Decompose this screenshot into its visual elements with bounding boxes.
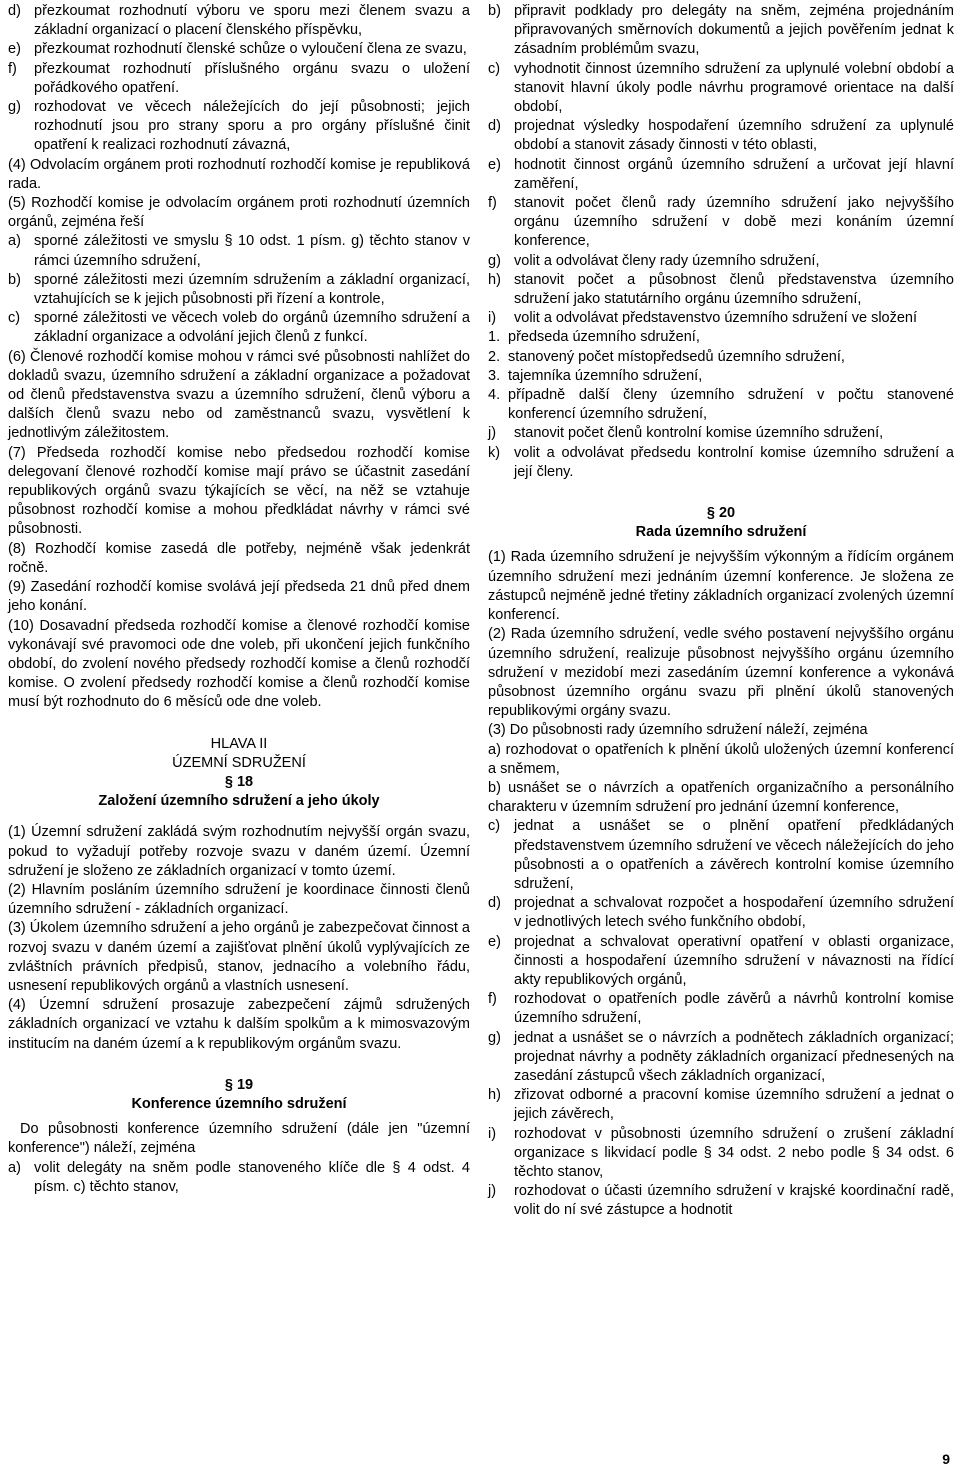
item-text: rozhodovat o účasti územního sdružení v krajské koordinační radě, volit do ní své zástupce a hodnotit — [514, 1183, 954, 1219]
list-b4 — [488, 2, 954, 328]
item-text: projednat a schvalovat rozpočet a hospodaření územního sdružení v jednotlivých letech svého funkčního období, — [514, 895, 954, 931]
item-label: e) — [8, 41, 21, 58]
paragraph-6: (6) Členové rozhodčí komise mohou v rámci své působnosti nahlížet do dokladů svazu, územního sdružení a základní organizace a požadovat od členů představenstva svazu a územního sdružení, členů výboru a dalších členů svazu nebo od zaměstnanců svazu, vysvětlení k jednotlivým záležitostem. — [8, 348, 470, 442]
item-label: j) — [488, 425, 497, 442]
item-text: hodnotit činnost orgánů územního sdružení a určovat její hlavní zaměření, — [514, 156, 954, 192]
item-label: h) — [488, 1087, 501, 1104]
section-18-number: § 18 — [224, 773, 254, 790]
item-label: g) — [488, 252, 501, 269]
s19-intro: Do působnosti konference územního sdružení (dále jen "územní konference") náleží, zejména — [8, 1121, 470, 1157]
list-item — [488, 328, 954, 347]
paragraph-10: (10) Dosavadní předseda rozhodčí komise a členové rozhodčí komise vykonávají své pravomoci ode dne voleb, při ukončení jejich funkčního období, do zvolení nového předsedy rozhodčí komise a členů rozhodčí komise. O zvolení předsedy rozhodčí komise a členů rozhodčí komise musí být rozhodnuto do 6 měsíců ode dne voleb. — [8, 617, 470, 711]
item-label: g) — [488, 1029, 501, 1046]
item-label: 2. — [488, 348, 501, 365]
paragraph-5: (5) Rozhodčí komise je odvolacím orgánem proti rozhodnutí územních orgánů, zejména řeší — [8, 195, 470, 231]
section-19-title: Konference územního sdružení — [131, 1095, 347, 1112]
list-item — [8, 60, 470, 98]
item-label: f) — [488, 991, 497, 1008]
list-item — [488, 933, 954, 991]
list-item — [488, 252, 954, 271]
paragraph-9: (9) Zasedání rozhodčí komise svolává její předseda 21 dnů před dnem jeho konání. — [8, 579, 470, 615]
s20-point-b: b) usnášet se o návrzích a opatřeních organizačního a personálního charakteru v územním sdružení pro jednání územní konference, — [488, 779, 954, 816]
list-item — [8, 2, 470, 40]
list-item — [8, 98, 470, 156]
numbered-list — [488, 328, 954, 424]
list-b3 — [8, 1159, 470, 1197]
item-label: b) — [8, 271, 21, 288]
item-label: c) — [488, 818, 501, 835]
item-label: 4. — [488, 387, 501, 404]
s20-paragraph-3: (3) Do působnosti rady územního sdružení náleží, zejména — [488, 722, 868, 739]
item-text: stanovit počet členů kontrolní komise územního sdružení, — [514, 425, 884, 442]
s18-paragraph-2: (2) Hlavním posláním územního sdružení je koordinace činnosti členů územního sdružení - základních organizací. — [8, 881, 470, 918]
item-label: b) — [488, 3, 501, 19]
s20-point-a: a) rozhodovat o opatřeních k plnění úkolů uložených územní konferencí a sněmem, — [488, 741, 954, 777]
list-item — [488, 60, 954, 118]
item-text: zřizovat odborné a pracovní komise územního sdružení a jednat o jejich závěrech, — [514, 1087, 954, 1123]
list-b6 — [488, 817, 954, 1220]
right-column — [488, 2, 954, 1221]
paragraph-7: (7) Předseda rozhodčí komise nebo předsedou rozhodčí komise delegovaní členové rozhodčí komise mají právo se účastnit zasedání republikových orgánů svazu týkajících se věcí, na něž se vztahuje působnost rozhodčí komise a mohou předkládat návrhy v rámci své působnosti. — [8, 444, 470, 538]
section-20-title: Rada územního sdružení — [635, 524, 807, 541]
item-label: h) — [488, 271, 501, 288]
item-text: volit a odvolávat členy rady územního sdružení, — [514, 252, 820, 269]
chapter-title: ÚZEMNÍ SDRUŽENÍ — [172, 754, 306, 771]
item-label: f) — [8, 60, 17, 77]
item-text: stanovený počet místopředsedů územního sdružení, — [508, 348, 845, 365]
list-item — [8, 232, 470, 270]
item-text: přezkoumat rozhodnutí příslušného orgánu svazu o uložení pořádkového opatření. — [34, 60, 470, 96]
list-item — [488, 386, 954, 424]
item-text: volit a odvolávat představenstvo územního sdružení ve složení — [514, 310, 918, 327]
list-item — [488, 117, 954, 155]
item-text: předseda územního sdružení, — [508, 329, 700, 346]
item-label: g) — [8, 99, 21, 116]
item-text: rozhodovat ve věcech náležejících do její působnosti; jejich rozhodnutí jsou pro strany sporu a pro orgány příslušné činit opatření k realizaci rozhodnutí závazná, — [34, 99, 470, 154]
item-label: a) — [8, 233, 21, 250]
list-item — [488, 817, 954, 894]
item-text: stanovit počet a působnost členů představenstva územního sdružení jako statutárního orgánu územního sdružení, — [514, 271, 954, 308]
list-item — [8, 40, 470, 59]
item-label: d) — [488, 895, 501, 912]
list-item — [488, 1182, 954, 1220]
item-label: e) — [488, 933, 501, 950]
paragraph-4: (4) Odvolacím orgánem proti rozhodnutí rozhodčí komise je republiková rada. — [8, 156, 470, 192]
item-text: sporné záležitosti mezi územním sdružením a základní organizací, vztahujících se k jejich působnosti při řízení a kontrole, — [34, 271, 470, 308]
item-label: c) — [488, 60, 501, 77]
s18-paragraph-4: (4) Územní sdružení prosazuje zabezpečení zájmů sdružených základních organizací ve vztahu k dalším spolkům a k mimosvazovým institucím na daném území a k republikovým orgánům svazu. — [8, 997, 470, 1052]
list-item — [488, 424, 954, 443]
item-label: i) — [488, 310, 497, 327]
left-column — [8, 2, 470, 1197]
list-item — [488, 194, 954, 252]
section-18-title: Založení územního sdružení a jeho úkoly — [98, 793, 380, 810]
list-item — [488, 894, 954, 932]
item-text: sporné záležitosti ve smyslu § 10 odst. 1 písm. g) těchto stanov v rámci územního sdružení, — [34, 233, 470, 269]
list-item — [488, 1086, 954, 1124]
list-item — [8, 271, 470, 309]
item-label: d) — [8, 3, 21, 19]
chapter-heading: HLAVA II — [210, 735, 268, 752]
s18-paragraph-3: (3) Úkolem územního sdružení a jeho orgánů je zabezpečovat činnost a rozvoj svazu v daném území a zajišťovat plnění úkolů vyplývajících ze zvláštních právních předpisů, stanov, jednacího a volebního řádu, usnesení republikových orgánů a vlastních usnesení. — [8, 920, 470, 994]
list-item — [488, 367, 954, 386]
item-label: c) — [8, 310, 21, 327]
s20-paragraph-2: (2) Rada územního sdružení, vedle svého postavení nejvyššího orgánu územního sdružení, realizuje působnost nejvyššího orgánu územního sdružení v mezidobí mezi zasedáním územní konference a vykonává působnost územního orgánu svazu při plnění úkolů stanovených republikovými orgány svazu. — [488, 626, 954, 720]
item-label: 3. — [488, 367, 501, 384]
item-label: d) — [488, 118, 501, 135]
list-item — [8, 1159, 470, 1197]
item-text: přezkoumat rozhodnutí výboru ve sporu mezi členem svazu a základní organizací o placení členského příspěvku, — [34, 3, 470, 39]
s20-paragraph-1: (1) Rada územního sdružení je nejvyšším výkonným a řídícím orgánem územního sdružení mezi jednáním územní konference. Je složena ze zástupců nejméně jedné třetiny základních organizací zvolených územní konferencí. — [488, 549, 954, 624]
item-text: jednat a usnášet se o plnění opatření předkládaných představenstvem územního sdružení ve věcech náležejících do jeho působnosti a o opatřeních a závěrech kontrolní komise územního sdružení, — [514, 818, 954, 892]
list-item — [488, 156, 954, 194]
item-text: stanovit počet členů rady územního sdružení jako nejvyššího orgánu územního sdružení v době mezi konáním územní konference, — [514, 195, 954, 250]
item-text: rozhodovat o opatřeních podle závěrů a návrhů kontrolní komise územního sdružení, — [514, 991, 954, 1027]
s18-paragraph-1: (1) Územní sdružení zakládá svým rozhodnutím nejvyšší orgán svazu, pokud to vyžadují potřeby rozvoje svazu v daném území. Územní sdružení je složeno ze základních organizací v tomto území. — [8, 824, 470, 879]
list-item — [488, 348, 954, 367]
page-number: 9 — [942, 1450, 950, 1467]
item-text: jednat a usnášet se o návrzích a podnětech základních organizací; projednat návrhy a podněty základních organizací přednesených na zasedání zástupců všech základních organizací, — [514, 1029, 954, 1084]
item-text: projednat výsledky hospodaření územního sdružení za uplynulé období a stanovit zásady činnosti v této oblasti, — [514, 118, 954, 154]
item-text: případně další členy územního sdružení v počtu stanovené konferencí územního sdružení, — [508, 387, 954, 423]
list-item — [488, 2, 954, 60]
item-label: j) — [488, 1183, 497, 1200]
list-item — [488, 990, 954, 1028]
item-text: volit delegáty na sněm podle stanoveného klíče dle § 4 odst. 4 písm. c) těchto stanov, — [34, 1159, 470, 1195]
list-item — [488, 1029, 954, 1087]
list-item — [488, 309, 954, 328]
list-b2 — [8, 232, 470, 347]
item-text: volit a odvolávat předsedu kontrolní komise územního sdružení a její členy. — [514, 444, 954, 480]
item-text: sporné záležitosti ve věcech voleb do orgánů územního sdružení a základní organizace a odvolání jejich členů z funkcí. — [34, 310, 470, 346]
item-text: projednat a schvalovat operativní opatření v oblasti organizace, činnosti a hospodaření územního sdružení v návaznosti na řídící akty republikových orgánů, — [514, 933, 954, 988]
item-text: tajemníka územního sdružení, — [508, 367, 703, 384]
item-label: f) — [488, 195, 497, 212]
item-text: rozhodovat v působnosti územního sdružení o zrušení základní organizace s likvidací podle § 34 odst. 2 nebo podle § 34 odst. 6 těchto stanov, — [514, 1125, 954, 1180]
item-text: přezkoumat rozhodnutí členské schůze o vyloučení člena ze svazu, — [34, 41, 467, 58]
list-b5 — [488, 424, 954, 482]
item-label: k) — [488, 444, 501, 461]
item-text: vyhodnotit činnost územního sdružení za uplynulé volební období a stanovit hlavní úkoly podle návrhu programové orientace na další období, — [514, 60, 954, 116]
section-19-number: § 19 — [224, 1076, 254, 1093]
list-b1 — [8, 2, 470, 156]
item-label: a) — [8, 1159, 21, 1176]
list-item — [488, 1125, 954, 1183]
list-item — [8, 309, 470, 347]
section-20-number: § 20 — [706, 505, 736, 522]
paragraph-8: (8) Rozhodčí komise zasedá dle potřeby, nejméně však jedenkrát ročně. — [8, 540, 470, 576]
list-item — [488, 271, 954, 309]
item-text: připravit podklady pro delegáty na sněm, zejména projednáním připravovaných směrnovích dokumentů a jejich pověřením jednat k zásadním problémům svazu, — [514, 3, 954, 58]
item-label: 1. — [488, 329, 501, 346]
list-item — [488, 444, 954, 482]
item-label: e) — [488, 156, 501, 173]
item-label: i) — [488, 1125, 497, 1142]
